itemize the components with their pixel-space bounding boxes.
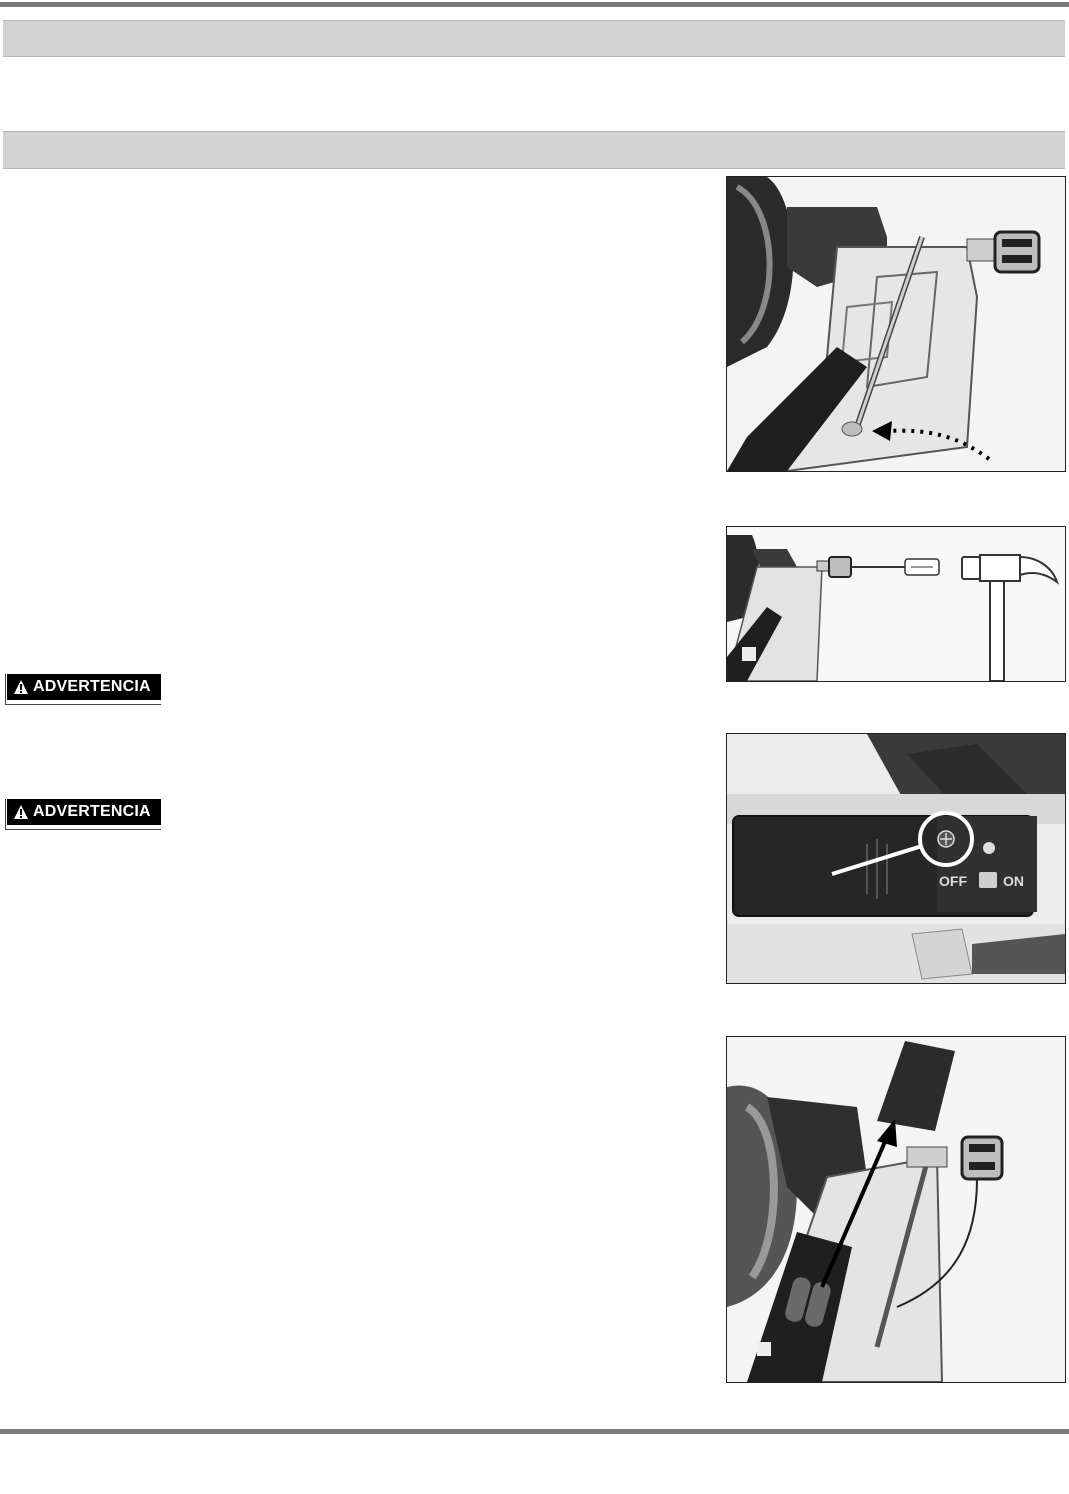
warning-text: ADVERTENCIA xyxy=(33,803,151,820)
warning-label xyxy=(5,674,161,705)
warning-triangle-icon xyxy=(13,679,29,695)
figure-nailer-hammer-punch xyxy=(726,526,1066,682)
switch-on-label: ON xyxy=(1003,873,1024,889)
figure-nailer-driver-blade xyxy=(726,176,1066,472)
warning-text: ADVERTENCIA xyxy=(33,678,151,695)
figure-battery-removal xyxy=(726,1036,1066,1383)
bottom-rule xyxy=(0,1429,1069,1434)
figure-battery-cover-switch xyxy=(726,733,1066,984)
warning-triangle-icon xyxy=(13,804,29,820)
warning-label xyxy=(5,799,161,830)
section-header-bar-2 xyxy=(3,131,1065,169)
top-rule xyxy=(0,2,1069,7)
switch-off-label: OFF xyxy=(939,873,967,889)
warning-badge xyxy=(7,799,161,825)
section-header-bar-1 xyxy=(3,20,1065,57)
warning-badge xyxy=(7,674,161,700)
